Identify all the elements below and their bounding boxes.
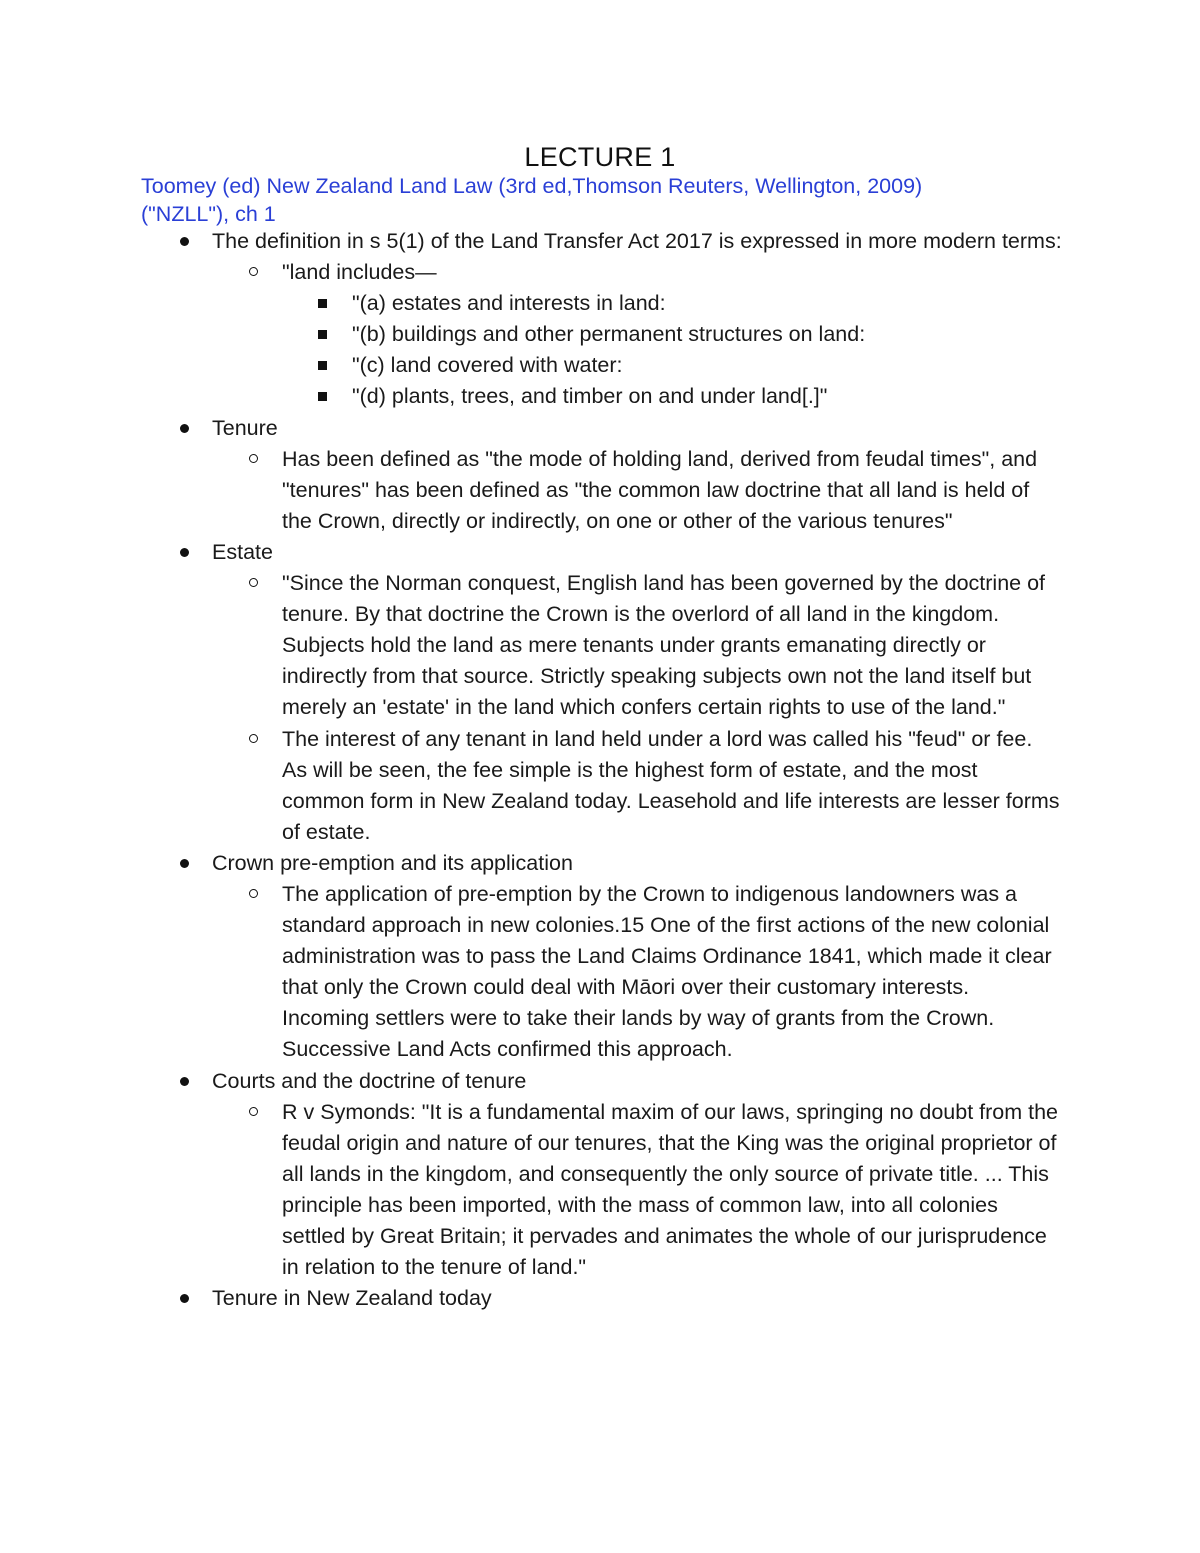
list-item-text: Tenure bbox=[212, 415, 278, 440]
sub-list-item-text: "Since the Norman conquest, English land has been governed by the doctrine of tenure. By that doctrine the Crown is the overlord of all land in the kingdom. Subjects hold the land as mere tenants under grants emanating directly or indirectly from that source. Strictly speaking subjects own not the land itself but merely an 'estate' in the land which confers certain rights to use of the land." bbox=[282, 571, 1046, 720]
list-item bbox=[0, 413, 1062, 444]
bullet-disc-icon bbox=[180, 424, 189, 433]
sub-sub-list-item bbox=[0, 381, 1062, 412]
source-citation bbox=[141, 172, 1041, 228]
bullet-disc-icon bbox=[180, 1294, 189, 1303]
bullet-disc-icon bbox=[180, 237, 189, 246]
sub-sub-list-item bbox=[0, 350, 1062, 381]
list-item bbox=[0, 226, 1062, 257]
bullet-circle-icon bbox=[249, 889, 258, 898]
sub-sub-list-item bbox=[0, 288, 1062, 319]
sub-list-item-text: The interest of any tenant in land held under a lord was called his "feud" or fee. As will be seen, the fee simple is the highest form of estate, and the most common form in New Zealand today. Leasehold and life interests are lesser forms of estate. bbox=[282, 726, 1060, 844]
sub-list-item-text: R v Symonds: "It is a fundamental maxim of our laws, springing no doubt from the feudal origin and nature of our tenures, that the King was the original proprietor of all lands in the kingdom, and consequently the only source of private title. ... This principle has been imported, with the mass of common law, into all colonies settled by Great Britain; it pervades and animates the whole of our jurisprudence in relation to the tenure of land." bbox=[282, 1099, 1059, 1280]
list-item-text: Courts and the doctrine of tenure bbox=[212, 1068, 527, 1093]
outline-list bbox=[0, 226, 1200, 1314]
sub-sub-list-item bbox=[0, 319, 1062, 350]
sub-list-item bbox=[0, 879, 1062, 1066]
sub-sub-list-item-text: "(d) plants, trees, and timber on and under land[.]" bbox=[352, 384, 828, 409]
list-item bbox=[0, 848, 1062, 879]
page-title: LECTURE 1 bbox=[524, 142, 676, 172]
bullet-disc-icon bbox=[180, 548, 189, 557]
bullet-square-icon bbox=[318, 330, 327, 339]
source-citation-line: Toomey (ed) New Zealand Land Law (3rd ed,Thomson Reuters, Wellington, 2009) bbox=[141, 174, 923, 198]
source-citation-line: ("NZLL"), ch 1 bbox=[141, 202, 276, 226]
sub-list-item-text: Has been defined as "the mode of holding land, derived from feudal times", and "tenures" has been defined as "the common law doctrine that all land is held of the Crown, directly or indirectly, on one or other of the various tenures" bbox=[282, 446, 1038, 533]
bullet-circle-icon bbox=[249, 1107, 258, 1116]
bullet-circle-icon bbox=[249, 578, 258, 587]
sub-list-item bbox=[0, 257, 1062, 288]
sub-list-item bbox=[0, 1097, 1062, 1284]
list-item bbox=[0, 1066, 1062, 1097]
list-item-text: The definition in s 5(1) of the Land Transfer Act 2017 is expressed in more modern terms: bbox=[212, 229, 1062, 253]
sub-list-item-text: "land includes— bbox=[282, 260, 437, 285]
sub-list-item-text: The application of pre-emption by the Crown to indigenous landowners was a standard approach in new colonies.15 One of the first actions of the new colonial administration was to pass the Land Claims Ordinance 1841, which made it clear that only the Crown could deal with Māori over their customary interests. Incoming settlers were to take their lands by way of grants from the Crown. Successive Land Acts confirmed this approach. bbox=[282, 881, 1052, 1062]
sub-list-item bbox=[0, 444, 1062, 537]
bullet-square-icon bbox=[318, 361, 327, 370]
bullet-square-icon bbox=[318, 392, 327, 401]
bullet-disc-icon bbox=[180, 1077, 189, 1086]
bullet-square-icon bbox=[318, 299, 327, 308]
list-item-text: Crown pre-emption and its application bbox=[212, 850, 573, 875]
sub-sub-list-item-text: "(b) buildings and other permanent structures on land: bbox=[352, 322, 866, 347]
sub-list-item bbox=[0, 724, 1062, 848]
sub-list-item bbox=[0, 568, 1062, 723]
list-item-text: Estate bbox=[212, 539, 273, 564]
bullet-circle-icon bbox=[249, 734, 258, 743]
bullet-circle-icon bbox=[249, 454, 258, 463]
sub-sub-list-item-text: "(a) estates and interests in land: bbox=[352, 291, 666, 316]
sub-sub-list-item-text: "(c) land covered with water: bbox=[352, 353, 623, 378]
bullet-disc-icon bbox=[180, 859, 189, 868]
bullet-circle-icon bbox=[249, 267, 258, 276]
list-item bbox=[0, 537, 1062, 568]
list-item bbox=[0, 1283, 1062, 1314]
list-item-text: Tenure in New Zealand today bbox=[212, 1286, 492, 1311]
